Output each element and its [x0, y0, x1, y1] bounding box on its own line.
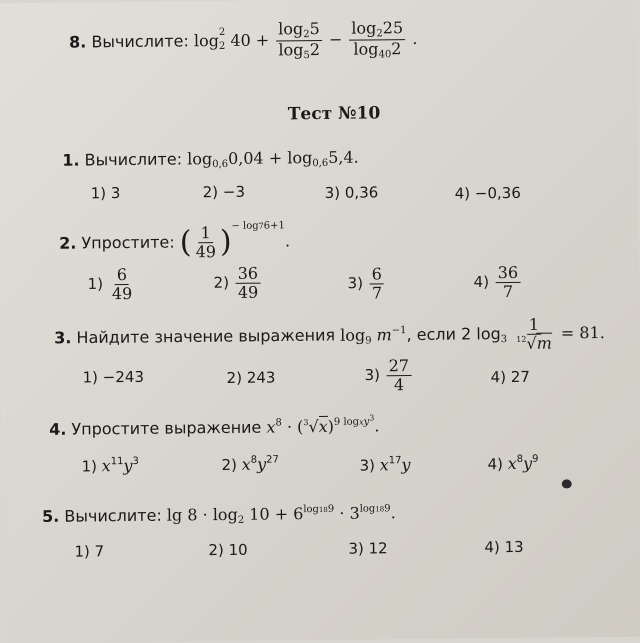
- task-8: [69, 19, 418, 64]
- question-5-answer-2: 2) 10: [208, 540, 248, 560]
- question-4-answer-2: 2) $x^8y^{27}$: [221, 454, 279, 475]
- question-5-number: 5.: [41, 506, 60, 526]
- question-4-expression: $x^8 \cdot (^3√x)^{9 logxy^3}$.: [266, 413, 380, 437]
- question-4: [49, 413, 380, 438]
- question-3-answer-4: 4) 27: [490, 367, 530, 387]
- task-8-fraction-2: $\frac{\log_225}{\log_{40}2}$: [349, 19, 405, 61]
- question-2-answer-3: 3) $\frac{6}{7}$: [347, 264, 383, 303]
- question-1-answer-2: 2) −3: [202, 182, 246, 202]
- question-2-answer-2: 2) $\frac{36}{49}$: [213, 263, 259, 302]
- question-1-answer-1: 1) 3: [90, 184, 121, 203]
- task-8-prompt: Вычислите:: [91, 31, 189, 52]
- question-3: [54, 315, 605, 357]
- test-title: Тест №10: [287, 103, 381, 125]
- question-4-number: 4.: [49, 419, 67, 439]
- question-5-prompt: Вычислите:: [64, 505, 162, 526]
- question-2: [59, 220, 290, 262]
- question-3-number: 3.: [54, 328, 72, 348]
- question-3-answer-1: 1) −243: [82, 367, 145, 387]
- question-1-prompt: Вычислите:: [84, 149, 183, 170]
- question-1: [62, 148, 359, 172]
- task-8-fraction-1: $\frac{\log_25}{\log_52}$: [278, 18, 321, 62]
- question-2-number: 2.: [59, 233, 77, 253]
- question-4-prompt: Упростите выражение: [71, 417, 262, 439]
- question-5-answer-4: 4) 13: [484, 537, 524, 557]
- question-2-answer-4: 4) $\frac{36}{7}$: [473, 264, 522, 301]
- question-1-answer-3: 3) 0,36: [324, 183, 379, 202]
- question-2-answer-1: 1) $\frac{6}{49}$: [87, 265, 133, 303]
- question-3-expression: $\log_9 m^{-1}$, если 2 $\log_3$ $\frac{1}{^{12}√m}$ = 81.: [340, 314, 605, 353]
- ink-blot: [562, 479, 572, 488]
- question-4-answer-3: 3) $x^{17}y$: [359, 455, 411, 475]
- question-4-answer-1: 1) $x^{11}y^3$: [81, 455, 139, 476]
- question-3-answer-2: 2) 243: [226, 368, 276, 387]
- question-5: [42, 503, 396, 528]
- question-3-answer-3: 3) $\frac{27}{4}$: [364, 357, 413, 394]
- question-2-expression: ( $\frac{1}{49}$ )$^{- log76+1}$.: [179, 220, 291, 262]
- question-3-prompt: Найдите значение выражения: [76, 325, 336, 348]
- question-1-expression: $\log_{0,6}0,04 + \log_{0,6}5,4$.: [187, 147, 359, 171]
- question-1-answer-4: 4) −0,36: [454, 183, 521, 203]
- task-8-number: 8.: [68, 32, 87, 52]
- question-1-number: 1.: [62, 150, 80, 170]
- task-8-expression: log $_{2 2}$ 40 + $\frac{\log_25}{\log_52}$ − $\frac{\log_225}{\log_{40}2}$ .: [193, 18, 418, 62]
- question-5-expression: $\lg 8 \cdot \log_2 10 + 6^{log189} \cdot 3^{log189}$.: [166, 503, 396, 526]
- question-5-answer-3: 3) 12: [348, 539, 388, 558]
- question-4-answer-4: 4) $x^8y^9$: [487, 453, 539, 474]
- question-2-prompt: Упростите:: [81, 232, 175, 253]
- question-5-answer-1: 1) 7: [74, 542, 105, 561]
